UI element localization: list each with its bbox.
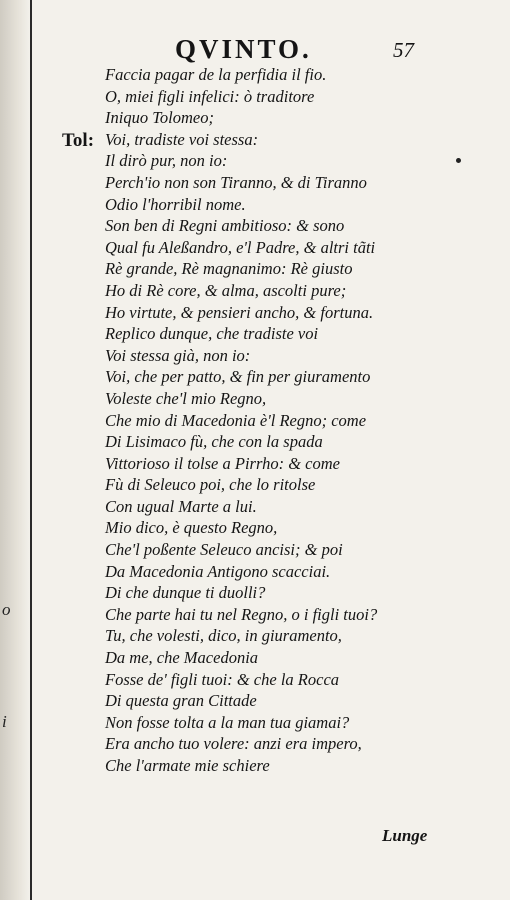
verse-line: Mio dico, è questo Regno, (105, 518, 278, 538)
binding-edge (30, 0, 32, 900)
verse-line: Ho virtute, & pensieri ancho, & fortuna. (105, 302, 374, 322)
verse-line: Che mio di Macedonia è'l Regno; come (105, 410, 367, 430)
verse-line: Voleste che'l mio Regno, (105, 388, 267, 408)
verse-line: Tu, che volesti, dico, in giuramento, (105, 626, 342, 646)
verse-line: Odio l'horribil nome. (105, 194, 246, 214)
verse-line: Replico dunque, che tradiste voi (105, 324, 319, 344)
verse-text (105, 64, 475, 777)
verse-line: Non fosse tolta a la man tua giamai? (105, 712, 350, 732)
verse-line: Il dirò pur, non io: (105, 151, 228, 171)
verse-line: Con ugual Marte a lui. (105, 496, 257, 516)
page-gutter-shadow (0, 0, 30, 900)
verse-line: Di Lisimaco fù, che con la spada (105, 432, 323, 452)
verse-line: Di questa gran Cittade (105, 691, 257, 711)
verse-line: Voi, tradiste voi stessa: (105, 129, 259, 149)
verse-line: Vittorioso il tolse a Pirrho: & come (105, 453, 340, 473)
verse-line: Son ben di Regni ambitioso: & sono (105, 216, 345, 236)
verse-line: O, miei figli infelici: ò traditore (105, 86, 315, 106)
verse-line: Qual fu Aleßandro, e'l Padre, & altri tãti (105, 237, 376, 257)
verse-line: Iniquo Tolomeo; (105, 108, 214, 128)
page-header (0, 32, 510, 68)
verse-line: Perch'io non son Tiranno, & di Tiranno (105, 172, 367, 192)
verse-line: Fosse de' figli tuoi: & che la Rocca (105, 669, 340, 689)
verse-line: Faccia pagar de la perfidia il fio. (105, 65, 327, 84)
verse-line: Che l'armate mie schiere (105, 756, 270, 775)
verse-line: Ho di Rè core, & alma, ascolti pure; (105, 280, 347, 300)
margin-fragment: o (2, 600, 11, 619)
verse-line: Era ancho tuo volere: anzi era impero, (105, 734, 362, 754)
running-title: QVINTO. (175, 34, 312, 64)
catchword: Lunge (382, 826, 428, 845)
speaker-label: Tol: (62, 129, 95, 151)
verse-line: Rè grande, Rè magnanimo: Rè giusto (105, 259, 353, 279)
verse-line: Che parte hai tu nel Regno, o i figli tuoi? (105, 604, 378, 624)
verse-line: Di che dunque ti duolli? (105, 583, 266, 603)
verse-line: Da Macedonia Antigono scacciai. (105, 561, 331, 581)
verse-line: Voi stessa già, non io: (105, 345, 251, 365)
verse-line: Voi, che per patto, & fin per giuramento (105, 367, 371, 387)
verse-line: Che'l poßente Seleuco ancisi; & poi (105, 540, 343, 560)
page-number: 57 (393, 38, 414, 62)
verse-line: Fù di Seleuco poi, che lo ritolse (105, 475, 316, 495)
margin-fragment: i (2, 712, 7, 731)
verse-line: Da me, che Macedonia (105, 648, 259, 668)
